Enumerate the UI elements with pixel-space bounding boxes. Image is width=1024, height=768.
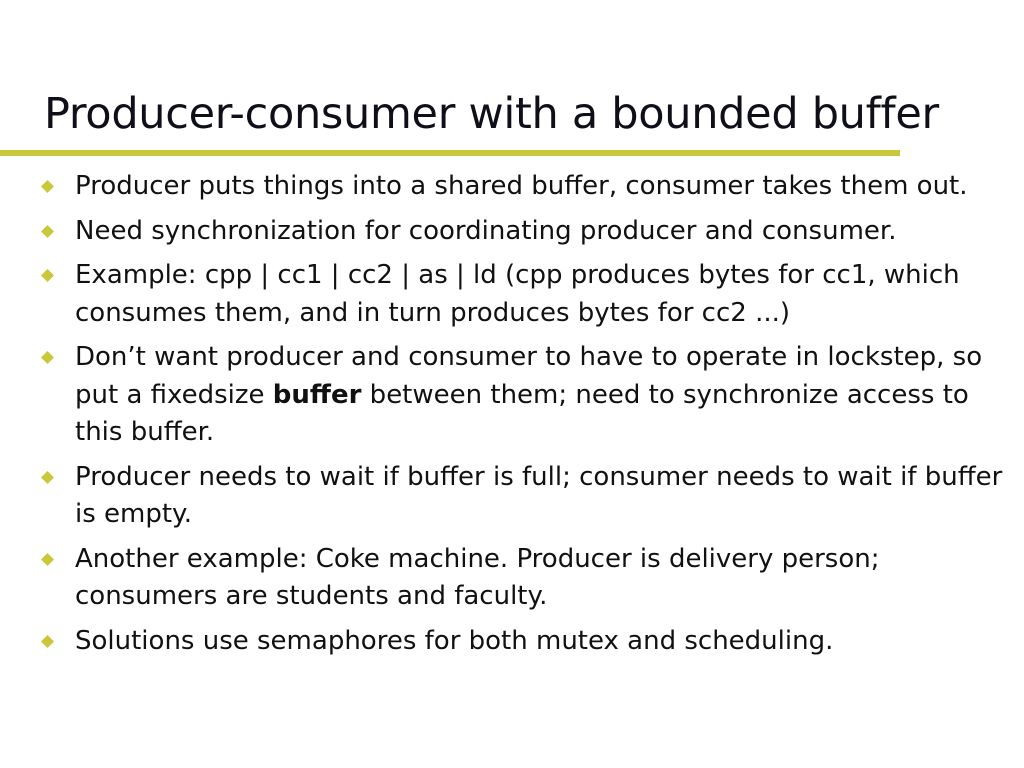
diamond-bullet-icon [41, 269, 54, 282]
bullet-text-bold: buffer [272, 379, 362, 410]
bullet-item-5 [0, 459, 1024, 534]
bullet-text: Solutions use semaphores for both mutex and scheduling. [75, 625, 834, 656]
bullet-item-1 [0, 168, 1024, 206]
bullet-text: Need synchronization for coordinating producer and consumer. [75, 215, 897, 246]
bullet-item-4 [0, 339, 1024, 452]
bullet-item-6 [0, 541, 1024, 616]
slide-title: Producer-consumer with a bounded buffer [44, 89, 939, 139]
diamond-bullet-icon [41, 225, 54, 238]
diamond-bullet-icon [41, 180, 54, 193]
bullet-text-after: between them; need to synchronize access to this buffer. [75, 379, 969, 447]
bullet-item-2 [0, 213, 1024, 251]
title-underline [0, 150, 900, 156]
diamond-bullet-icon [41, 635, 54, 648]
bullet-list [0, 168, 1024, 667]
diamond-bullet-icon [41, 553, 54, 566]
bullet-text: Example: cpp | cc1 | cc2 | as | ld (cpp produces bytes for cc1, which consumes them, and in turn produces bytes for cc2 ...) [75, 260, 960, 328]
bullet-text: Producer needs to wait if buffer is full; consumer needs to wait if buffer is empty. [75, 461, 1003, 529]
bullet-item-3 [0, 257, 1024, 332]
diamond-bullet-icon [41, 351, 54, 364]
bullet-item-7 [0, 623, 1024, 661]
bullet-text: Producer puts things into a shared buffer, consumer takes them out. [75, 171, 968, 201]
bullet-text-before: Don’t want producer and consumer to have to operate in lockstep, so put a fixedsize [75, 342, 983, 410]
diamond-bullet-icon [41, 471, 54, 484]
bullet-text: Another example: Coke machine. Producer is delivery person; consumers are students and faculty. [75, 543, 880, 611]
